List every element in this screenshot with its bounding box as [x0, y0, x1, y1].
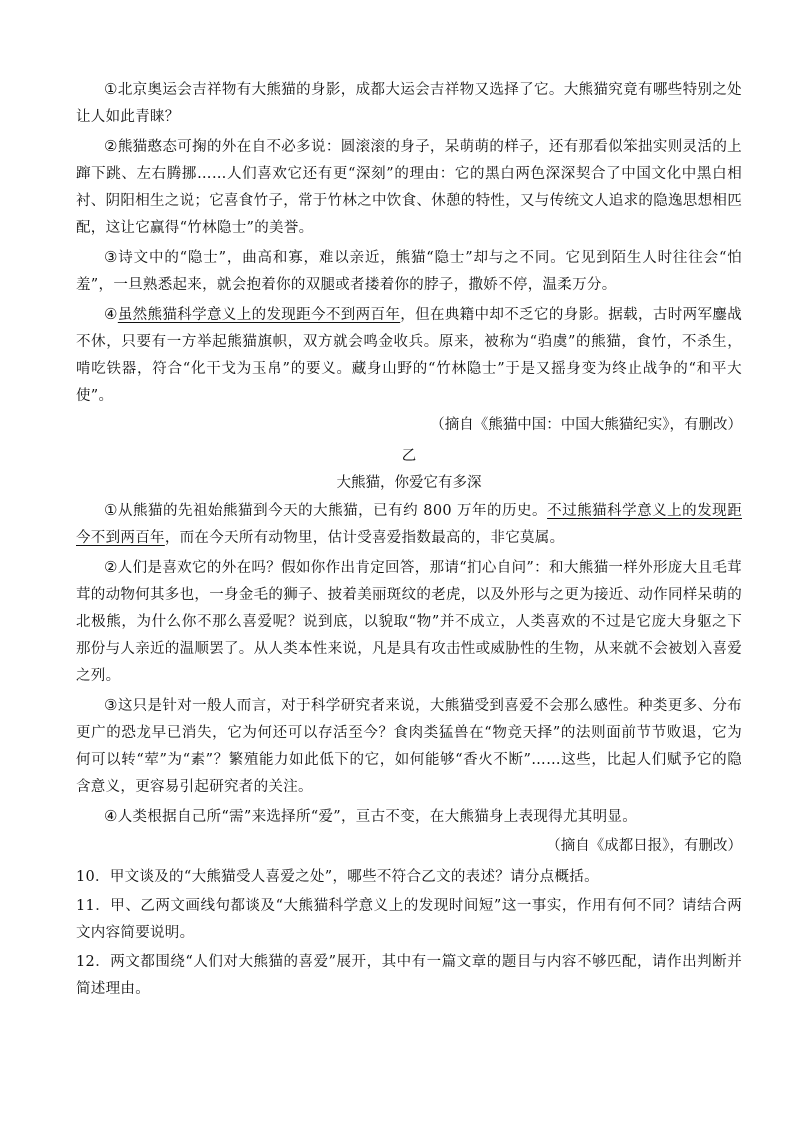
paragraph-text: 这只是针对一般人而言，对于科学研究者来说，大熊猫受到喜爱不会那么感性。种类更多、分布更广的恐龙早已消失，它为何还可以存活至今？食肉类猛兽在“物竞天择”的法则面前节节败退，它为何可以转“荤”为“素”？繁殖能力如此低下的它，如何能够“香火不断”……这些，比起人们赋予它的隐含意义，更容易引起研究者的关注。 [76, 698, 742, 795]
yi-paragraph-4 [76, 803, 742, 831]
paragraph-number: ① [104, 80, 118, 98]
paragraph-number: ③ [104, 696, 118, 714]
paragraph-text: 熊猫憨态可掬的外在自不必多说：圆滚滚的身子，呆萌萌的样子，还有那看似笨拙实则灵活的上蹿下跳、左右腾挪……人们喜欢它还有更“深刻”的理由：它的黑白两色深深契合了中国文化中黑白相衬、阴阳相生之说；它喜食竹子，常于竹林之中饮食、休憩的特性，又与传统文人追求的隐逸思想相匹配，这让它赢得“竹林隐士”的美誉。 [76, 139, 742, 236]
jia-source: （摘自《熊猫中国：中国大熊猫纪实》，有删改） [430, 417, 742, 433]
yi-paragraph-1 [76, 497, 742, 552]
paragraph-number: ④ [104, 305, 118, 323]
question-12: 12．两文都围绕“人们对大熊猫的喜爱”展开，其中有一篇文章的题目与内容不够匹配，请作出判断并简述理由。 [76, 954, 742, 997]
paragraph-text: 从熊猫的先祖始熊猫到今天的大熊猫，已有约 800 万年的历史。 [117, 503, 548, 519]
jia-paragraph-1 [76, 76, 742, 131]
question-10: 10．甲文谈及的“大熊猫受人喜爱之处”，哪些不符合乙文的表述？请分点概括。 [76, 869, 599, 885]
paragraph-text: 人们是喜欢它的外在吗？假如你作出肯定回答，那请“扪心自问”：和大熊猫一样外形庞大且毛茸茸的动物何其多也，一身金毛的狮子、披着美丽斑纹的老虎，以及外形与之更为接近、动作同样呆萌的北极熊，为什么你不那么喜爱呢？说到底，以貌取“物”并不成立，人类喜欢的不过是它庞大身躯之下那份与人亲近的温顺罢了。从人类本性来说，凡是具有攻击性或威胁性的生物，从来就不会被划入喜爱之列。 [76, 560, 742, 684]
underlined-sentence: 不过熊猫科学意义上的发现距今不到两百年 [76, 503, 742, 546]
jia-paragraph-2 [76, 133, 742, 242]
paragraph-text: ，而在今天所有动物里，估计受喜爱指数最高的，非它莫属。 [164, 530, 565, 546]
question-11: 11．甲、乙两文画线句都谈及“大熊猫科学意义上的发现时间短”这一事实，作用有何不同？请结合两文内容简要说明。 [76, 898, 742, 941]
underlined-sentence: 虽然熊猫科学意义上的发现距今不到两百年 [117, 307, 401, 323]
paragraph-number: ① [104, 501, 118, 519]
paragraph-text: 诗文中的“隐士”，曲高和寡，难以亲近，熊猫“隐士”却与之不同。它见到陌生人时往往会“怕羞”，一旦熟悉起来，就会抱着你的双腿或者搂着你的脖子，撒娇不停，温柔万分。 [76, 250, 742, 293]
paragraph-text: 北京奥运会吉祥物有大熊猫的身影，成都大运会吉祥物又选择了它。大熊猫究竟有哪些特别之处让人如此青睐？ [76, 82, 742, 125]
yi-paragraph-2 [76, 554, 742, 690]
paragraph-number: ④ [104, 807, 118, 825]
paragraph-number: ② [104, 137, 118, 155]
yi-title: 大熊猫，你爱它有多深 [336, 475, 482, 491]
paragraph-number: ③ [104, 248, 119, 266]
yi-label: 乙 [401, 448, 417, 464]
jia-paragraph-3 [76, 244, 742, 299]
jia-paragraph-4 [76, 301, 742, 410]
paragraph-number: ② [104, 558, 118, 576]
paragraph-text: 人类根据自己所“需”来选择所“爱”，亘古不变，在大熊猫身上表现得尤其明显。 [117, 809, 637, 825]
yi-source: （摘自《成都日报》，有删改） [546, 838, 742, 854]
paragraph-text: ，但在典籍中却不乏它的身影。据载，古时两军鏖战不休，只要有一方举起熊猫旗帜，双方就会鸣金收兵。原来，被称为“驺虞”的熊猫，食竹，不杀生，啃吃铁器，符合“化干戈为玉帛”的要义。藏身山野的“竹林隐士”于是又摇身变为终止战争的“和平大使”。 [76, 307, 742, 404]
yi-paragraph-3 [76, 692, 742, 801]
